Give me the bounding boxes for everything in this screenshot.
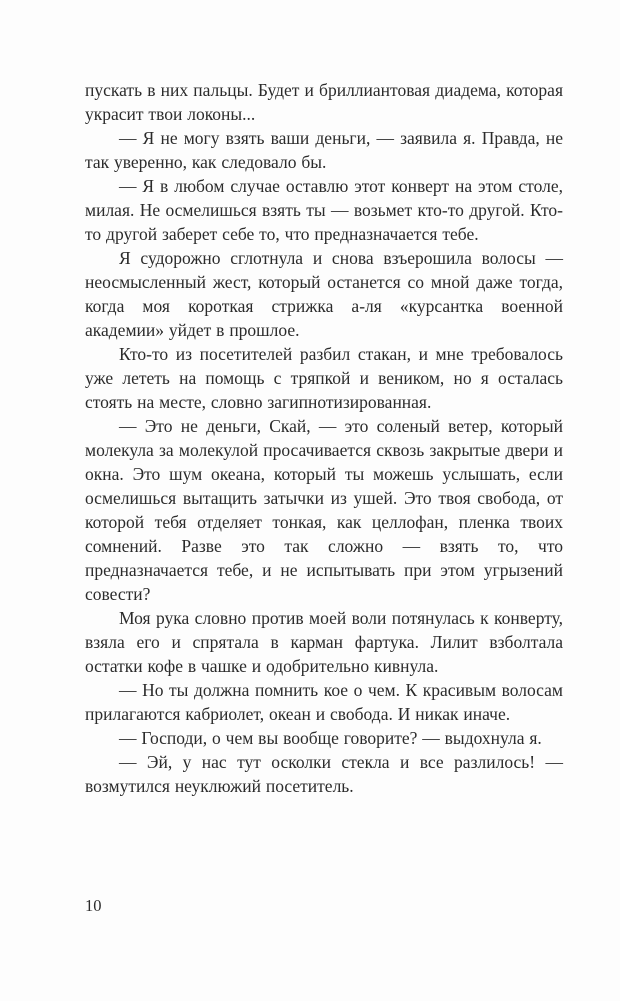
paragraph: — Но ты должна помнить кое о чем. К красивым волосам прилагаются кабриолет, океан и свобода. И никак иначе.	[85, 680, 563, 724]
paragraph: Моя рука словно против моей воли потянулась к конверту, взяла его и спрятала в карман фартука. Лилит взболтала остатки кофе в чашке и одобрительно кивнула.	[85, 608, 563, 676]
page-number: 10	[85, 896, 102, 915]
paragraph: — Я не могу взять ваши деньги, — заявила я. Правда, не так уверенно, как следовало бы.	[85, 128, 563, 172]
paragraph: — Господи, о чем вы вообще говорите? — выдохнула я.	[119, 728, 542, 748]
paragraph: Кто-то из посетителей разбил стакан, и мне требовалось уже лететь на помощь с тряпкой и веником, но я осталась стоять на месте, словно загипнотизированная.	[85, 344, 563, 412]
paragraph: — Я в любом случае оставлю этот конверт на этом столе, милая. Не осмелишься взять ты — возьмет кто-то другой. Кто-то другой заберет себе то, что предназначается тебе.	[85, 176, 563, 244]
paragraph-continuation: пускать в них пальцы. Будет и бриллиантовая диадема, которая украсит твои локоны...	[85, 80, 563, 124]
paragraph: Я судорожно сглотнула и снова взъерошила волосы — неосмысленный жест, который останется со мной даже тогда, когда моя короткая стрижка а-ля «курсантка военной академии» уйдет в прошлое.	[85, 248, 563, 340]
paragraph: — Это не деньги, Скай, — это соленый ветер, который молекула за молекулой просачивается сквозь закрытые двери и окна. Это шум океана, который ты можешь услышать, если осмелишься вытащить затычки из ушей. Это твоя свобода, от которой тебя отделяет тонкая, как целлофан, пленка твоих сомнений. Разве это так сложно — взять то, что предназначается тебе, и не испытывать при этом угрызений совести?	[85, 416, 563, 604]
paragraph: — Эй, у нас тут осколки стекла и все разлилось! — возмутился неуклюжий посетитель.	[85, 752, 563, 796]
page-text	[85, 78, 563, 798]
